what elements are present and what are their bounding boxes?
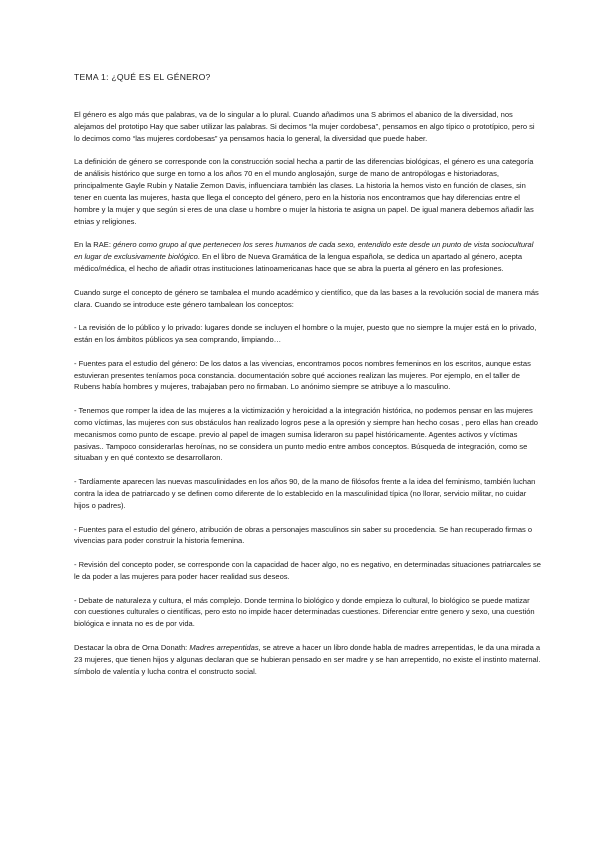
rae-lead-text: En la RAE: (74, 240, 114, 250)
paragraph-rae (74, 239, 542, 275)
paragraph-victimization: - Tenemos que romper la idea de las mujeres a la victimización y heroicidad a la integración histórica, no podemos pensar en las mujeres como víctimas, las mujeres con sus obstáculos han realizado logros pese a la opresión y siempre han hecho cosas , pero ellas han creado mecanismos como punto de escape. previo al papel de imagen sumisa lideraron su papel históricamente. Agentes activos y víctimas pasivas.. Tampoco considerarlas heroínas, no se considera un punto medio entre ambos conceptos. Búsqueda de integración, como se situaban y en qué contexto se desarrollaron. (74, 406, 538, 463)
paragraph-nature-culture: - Debate de naturaleza y cultura, el más complejo. Donde termina lo biológico y donde empieza lo cultural, lo biológico se puede matizar con cuestiones culturales o científicas, pero esto no impide hacer determinadas cuestiones. Diferenciar entre genero y sexo, una cuestión biológica e innata no es de por vida. (74, 595, 535, 629)
paragraph-public-private: - La revisión de lo público y lo privado: lugares donde se incluyen el hombre o la mujer, puesto que no siempre la mujer está en lo privado, están en los ámbitos públicos ya sea comprando, limpiando… (74, 323, 537, 345)
paragraph-concepts-intro: Cuando surge el concepto de género se tambalea el mundo académico y científico, que da las bases a la revolución social de manera más clara. Cuando se introduce este género tambalean los conceptos: (74, 287, 539, 309)
paragraph-sources-attribution: - Fuentes para el estudio del género, atribución de obras a personajes masculinos sin saber su procedencia. Se han recuperado firmas o vivencias para poder construir la historia femenina. (74, 524, 533, 546)
document-page (74, 72, 542, 689)
paragraph-sources: - Fuentes para el estudio del género: De los datos a las vivencias, encontramos pocos nombres femeninos en los escritos, aunque estas estuvieran presentes teníamos poca constancia. documentación sobre qué acciones realizan las mujeres. Por ejemplo, en el taller de Rubens había hombres y mujeres, trabajaban pero no firmaban. Lo anónimo siempre se atribuye a lo masculino. (74, 358, 531, 392)
paragraph-intro: El género es algo más que palabras, va de lo singular a lo plural. Cuando añadimos una S abrimos el abanico de la diversidad, nos alejamos del prototipo Hay que saber utilizar las palabras. Si decimos “la mujer cordobesa”, pensamos en algo típico o prototípico, pero si lo decimos como “las mujeres cordobesas” ya pensamos hacia lo general, la diversidad que puede haber. (74, 110, 535, 143)
paragraph-definition: La definición de género se corresponde con la construcción social hecha a partir de las diferencias biológicas, el género es una categoría de análisis histórico que surge en torno a los años 70 en el mundo anglosajón, surge de mano de antropólogas e historiadoras, principalmente Gayle Rubin y Natalie Zemon Davis, influenciara también las clases. La historia la hemos visto en función de clases, sin tener en cuenta las mujeres, hasta que llega el concepto del género, pero en la historia nos encontramos que hay diferencias entre el hombre y la mujer y que según si eres de una clase u hombre o mujer la historia te asigna un papel. De igual manera debemos añadir las etnias y religiones. (74, 157, 534, 226)
donath-book-title: Madres arrepentidas, (189, 642, 261, 652)
document-title: TEMA 1: ¿QUÉ ES EL GÉNERO? (74, 72, 211, 82)
paragraph-masculinities: - Tardíamente aparecen las nuevas masculinidades en los años 90, de la mano de filósofos frente a la idea del feminismo, también luchan contra la idea de patriarcado y se definen como diferente de lo establecido en la masculinidad típica (no llorar, servicio militar, no cuidar hijos o padres). (74, 477, 536, 510)
paragraph-orna-donath (74, 642, 542, 678)
donath-lead-text: Destacar la obra de Orna Donath: (74, 642, 190, 652)
rae-quote-text: género como grupo al que pertenecen los seres humanos de cada sexo, entendido este desde un punto de vista sociocultural en lugar de exclusivamente biológico (74, 240, 534, 262)
donath-rest-text: se atreve a hacer un libro donde habla de madres arrepentidas, le da una mirada a 23 mujeres, que tienen hijos y algunas declaran que se hubieran pensado en ser madre y se han arrepentido, no existe el instinto maternal. símbolo de valentía y lucha contra el constructo social. (74, 642, 541, 676)
paragraph-power: - Revisión del concepto poder, se corresponde con la capacidad de hacer algo, no es negativo, en determinadas situaciones patriarcales se le da poder a las mujeres para poder hacer realidad sus deseos. (74, 560, 541, 581)
rae-rest-text: . En el libro de Nueva Gramática de la lengua española, se dedica un apartado al género, acepta médico/médica, el hecho de añadir otras instituciones latinoamericanas hace que se abra la puerta al género en las profesiones. (74, 252, 523, 273)
